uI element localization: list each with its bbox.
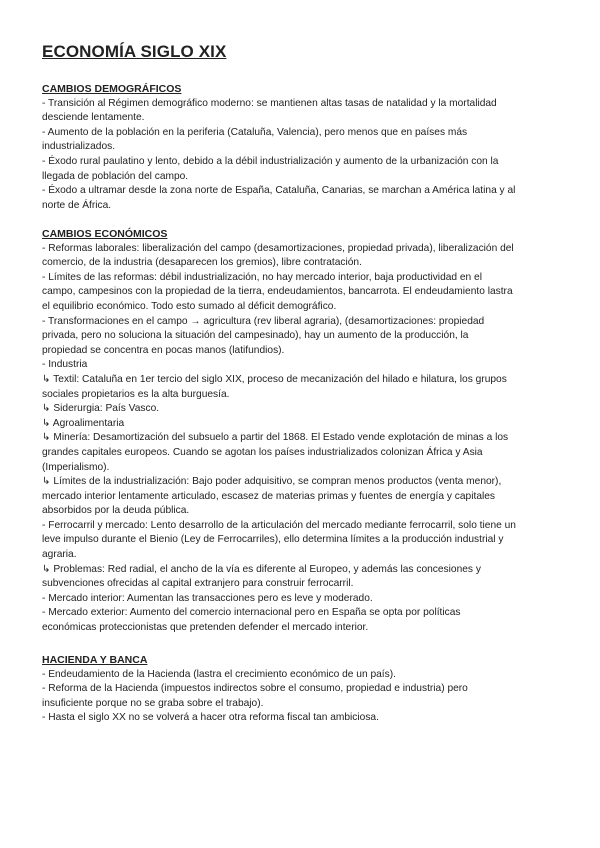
- text-line: subvenciones ofrecidas al capital extranjero para construir ferrocarril.: [42, 578, 354, 590]
- text-line: ↳ Agroalimentaria: [42, 417, 125, 429]
- text-line: - Aumento de la población en la periferia (Cataluña, Valencia), pero menos que en países más: [42, 126, 468, 138]
- section-body-cambios-economicos: [42, 242, 562, 636]
- text-line: leve impulso durante el Bienio (Ley de Ferrocarriles), ello determina límites a la producción industrial y: [42, 534, 504, 546]
- text-line: ↳ Textil: Cataluña en 1er tercio del siglo XIX, proceso de mecanización del hilado e hilatura, los grupos: [42, 373, 507, 385]
- text-line: económicas proteccionistas que pretenden defender el mercado interior.: [42, 622, 369, 634]
- text-line: propiedad se concentra en pocas manos (latifundios).: [42, 344, 285, 356]
- section-heading-cambios-economicos: CAMBIOS ECONÓMICOS: [42, 228, 168, 240]
- text-line: - Mercado interior: Aumentan las transacciones pero es leve y moderado.: [42, 592, 373, 604]
- text-line: (Imperialismo).: [42, 461, 110, 473]
- text-line: ↳ Límites de la industrialización: Bajo poder adquisitivo, se compran menos productos (venta menor),: [42, 476, 502, 488]
- text-line: - Éxodo rural paulatino y lento, debido a la débil industrialización y aumento de la urbanización con la: [42, 155, 499, 167]
- text-line: absorbidos por la deuda pública.: [42, 505, 190, 517]
- text-line: - Industria: [42, 359, 88, 371]
- text-line: grandes capitales europeos. Cuando se agotan los países industrializados colonizan África y Asia: [42, 446, 483, 458]
- text-line: - Transformaciones en el campo → agricultura (rev liberal agraria), (desamortizaciones: propiedad: [42, 315, 485, 327]
- text-line: privada, pero no soluciona la situación del campesinado), hay un aumento de la producción, la: [42, 330, 469, 342]
- text-line: - Reforma de la Hacienda (impuestos indirectos sobre el consumo, propiedad e industria) pero: [42, 683, 468, 695]
- text-line: campo, campesinos con la propiedad de la tierra, endeudamientos, bancarrota. El endeudamiento lastra: [42, 286, 513, 298]
- text-line: - Límites de las reformas: débil industrialización, no hay mercado interior, baja productividad en el: [42, 271, 482, 283]
- text-line: - Hasta el siglo XX no se volverá a hacer otra reforma fiscal tan ambiciosa.: [42, 712, 379, 724]
- text-line: - Transición al Régimen demográfico moderno: se mantienen altas tasas de natalidad y la mortalidad: [42, 97, 497, 109]
- section-body-hacienda-y-banca: [42, 668, 562, 726]
- text-line: - Mercado exterior: Aumento del comercio internacional pero en España se opta por políticas: [42, 607, 461, 619]
- text-line: insuficiente porque no se graba sobre el trabajo).: [42, 697, 264, 709]
- text-line: ↳ Siderurgia: País Vasco.: [42, 403, 160, 415]
- text-line: sociales propietarios es la alta burguesía.: [42, 388, 230, 400]
- text-line: - Ferrocarril y mercado: Lento desarrollo de la articulación del mercado mediante ferrocarril, solo tiene un: [42, 519, 516, 531]
- section-heading-cambios-demograficos: CAMBIOS DEMOGRÁFICOS: [42, 83, 182, 95]
- text-line: - Éxodo a ultramar desde la zona norte de España, Cataluña, Canarias, se marchan a América latina y al: [42, 185, 516, 197]
- text-line: desciende lentamente.: [42, 112, 145, 124]
- document-title: ECONOMÍA SIGLO XIX: [42, 42, 227, 61]
- section-body-cambios-demograficos: [42, 97, 562, 214]
- text-line: ↳ Problemas: Red radial, el ancho de la vía es diferente al Europeo, y además las concesiones y: [42, 563, 481, 575]
- section-heading-hacienda-y-banca: HACIENDA Y BANCA: [42, 654, 148, 666]
- text-line: norte de África.: [42, 199, 112, 211]
- text-line: ↳ Minería: Desamortización del subsuelo a partir del 1868. El Estado vende explotación de minas a los: [42, 432, 509, 444]
- text-line: llegada de población del campo.: [42, 170, 189, 182]
- text-line: agraria.: [42, 549, 77, 561]
- text-line: el equilibrio económico. Todo esto sumado al déficit demográfico.: [42, 300, 337, 312]
- text-line: comercio, de la industria (desaparecen los gremios), libre contratación.: [42, 257, 362, 269]
- text-line: mercado interior lentamente articulado, escasez de materias primas y fuentes de energía y capitales: [42, 490, 496, 502]
- text-line: - Endeudamiento de la Hacienda (lastra el crecimiento económico de un país).: [42, 668, 396, 680]
- text-line: - Reformas laborales: liberalización del campo (desamortizaciones, propiedad privada), liberalización del: [42, 242, 514, 254]
- text-line: industrializados.: [42, 141, 116, 153]
